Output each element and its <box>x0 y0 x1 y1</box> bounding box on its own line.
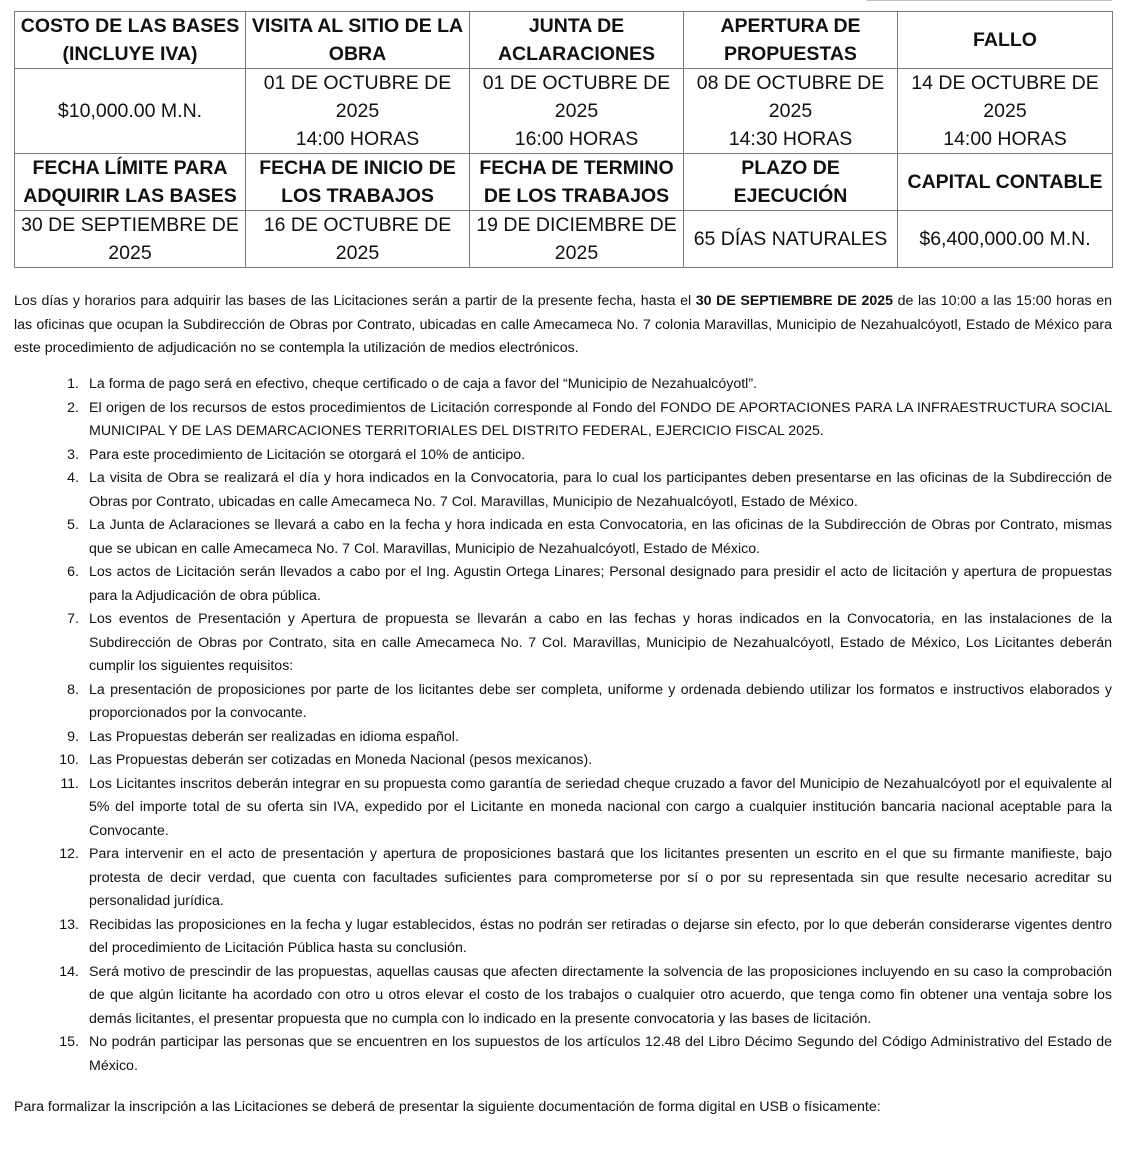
list-item-text: La presentación de proposiciones por parte de los licitantes debe ser completa, uniforme y ordenada debiendo utilizar los formatos e instructivos elaborados y proporcionados por la convocante. <box>89 681 1112 721</box>
list-item-text: La visita de Obra se realizará el día y hora indicados en la Convocatoria, para lo cual los participantes deben presentarse en las oficinas de la Subdirección de Obras por Contrato, ubicadas en calle Amecameca No. 7 Col. Maravillas, Municipio de Nezahualcóyotl, Estado de México. <box>89 470 1112 510</box>
value-apertura-propuestas <box>684 69 898 154</box>
list-item-text: Los eventos de Presentación y Apertura de propuesta se llevarán a cabo en las fechas y horas indicados en la Convocatoria, en las instalaciones de la Subdirección de Obras por Contrato, sita en calle Amecameca No. 7 Col. Maravillas, Municipio de Nezahualcóyotl, Estado de México, Los Licitantes deberán cumplir los siguientes requisitos: <box>89 611 1112 674</box>
header-costo-bases: COSTO DE LAS BASES (INCLUYE IVA) <box>15 12 246 69</box>
value-fecha-inicio: 16 DE OCTUBRE DE 2025 <box>246 211 470 268</box>
list-item <box>14 749 1112 773</box>
list-item-text: Las Propuestas deberán ser cotizadas en Moneda Nacional (pesos mexicanos). <box>89 752 593 768</box>
list-item-text: La Junta de Aclaraciones se llevará a cabo en la fecha y hora indicada en esta Convocatoria, en las oficinas de la Subdirección de Obras por Contrato, mismas que se ubican en calle Amecameca No. 7 Col. Maravillas, Municipio de Nezahualcóyotl, Estado de México. <box>89 517 1112 557</box>
header-capital-contable: CAPITAL CONTABLE <box>898 154 1113 211</box>
list-item-number: 12. <box>59 846 79 862</box>
value-line: 01 DE OCTUBRE DE <box>482 72 671 94</box>
value-costo-bases <box>15 69 246 154</box>
list-item-text: No podrán participar las personas que se encuentren en los supuestos de los artículos 12.48 del Libro Décimo Segundo del Código Administrativo del Estado de México. <box>89 1034 1112 1074</box>
list-item <box>14 561 1112 608</box>
table-row-values-2 <box>15 211 1113 268</box>
list-item <box>14 1031 1112 1078</box>
list-item <box>14 726 1112 750</box>
header-apertura-propuestas: APERTURA DE PROPUESTAS <box>684 12 898 69</box>
page-top-edge <box>866 0 1112 3</box>
list-item-number: 8. <box>67 681 79 698</box>
list-item <box>14 679 1112 726</box>
value-fallo <box>898 69 1113 154</box>
header-fallo: FALLO <box>898 12 1113 69</box>
closing-paragraph: Para formalizar la inscripción a las Licitaciones se deberá de presentar la siguiente documentación de forma digital en USB o físicamente: <box>14 1099 881 1115</box>
list-item-text: Las Propuestas deberán ser realizadas en idioma español. <box>89 728 459 745</box>
value-line: 2025 <box>768 100 813 122</box>
list-item-text: El origen de los recursos de estos procedimientos de Licitación corresponde al Fondo del FONDO DE APORTACIONES PARA LA INFRAESTRUCTURA SOCIAL MUNICIPAL Y DE LAS DEMARCACIONES TERRITORIALES DEL DISTRITO FEDERAL, EJERCICIO FISCAL 2025. <box>89 399 1112 439</box>
value-line: 2025 <box>554 100 599 122</box>
value-line: 14 DE OCTUBRE DE <box>911 72 1099 94</box>
list-item <box>14 914 1112 961</box>
list-item-text: Los Licitantes inscritos deberán integrar en su propuesta como garantía de seriedad cheque cruzado a favor del Municipio de Nezahualcóyotl por el equivalente al 5% del importe total de su oferta sin IVA, expedido por el Licitante en moneda nacional con cargo a cualquier institución bancaria nacional aceptable para la Convocante. <box>89 775 1112 839</box>
value-junta-aclaraciones <box>470 69 684 154</box>
value-fecha-termino: 19 DE DICIEMBRE DE 2025 <box>470 211 684 268</box>
header-fecha-limite: FECHA LÍMITE PARA ADQUIRIR LAS BASES <box>15 154 246 211</box>
value-line: 2025 <box>335 100 380 122</box>
list-item-number: 11. <box>60 775 79 792</box>
header-fecha-inicio: FECHA DE INICIO DE LOS TRABAJOS <box>246 154 470 211</box>
header-plazo-ejecucion: PLAZO DE EJECUCIÓN <box>684 154 898 211</box>
header-junta-aclaraciones: JUNTA DE ACLARACIONES <box>470 12 684 69</box>
intro-text-end: de las 10:00 a las 15:00 horas en las oficinas que ocupan la Subdirección de Obras por Contrato, ubicadas en calle Amecameca No. 7 colonia Maravillas, Municipio de Nezahualcóyotl, Estado de México para este procedimiento de adjudicación no se contempla la utilización de medios electrónicos. <box>14 293 1112 356</box>
list-item-number: 5. <box>67 517 79 533</box>
list-item-number: 7. <box>67 611 79 627</box>
list-item <box>14 773 1112 844</box>
value-line: $10,000.00 M.N. <box>57 100 203 122</box>
list-item-text: Para intervenir en el acto de presentación y apertura de proposiciones bastará que los licitantes presenten un escrito en el que su firmante manifieste, bajo protesta de decir verdad, que cuenta con facultades suficientes para comprometerse por sí o por su representada sin que resulte necesario acreditar su personalidad jurídica. <box>89 846 1112 909</box>
list-item-number: 10. <box>59 752 79 768</box>
table-row-header-1 <box>15 12 1113 69</box>
value-plazo-ejecucion: 65 DÍAS NATURALES <box>684 211 898 268</box>
value-line: 14:00 HORAS <box>943 128 1067 150</box>
header-fecha-termino: FECHA DE TERMINO DE LOS TRABAJOS <box>470 154 684 211</box>
list-item-text: Será motivo de prescindir de las propuestas, aquellas causas que afecten directamente la solvencia de las proposiciones incluyendo en su caso la comprobación de que algún licitante ha acordado con otro u otros elevar el costo de los trabajos o cualquier otro acuerdo, que tenga como fin obtener una ventaja sobre los demás licitantes, el presentar propuesta que no cumpla con lo indicado en la presente convocatoria y las bases de licitación. <box>89 963 1112 1027</box>
list-item-text: La forma de pago será en efectivo, cheque certificado o de caja a favor del “Municipio de Nezahualcóyotl”. <box>89 376 757 392</box>
header-visita-sitio: VISITA AL SITIO DE LA OBRA <box>246 12 470 69</box>
list-item-number: 6. <box>67 564 79 580</box>
list-item-text: Recibidas las proposiciones en la fecha y lugar establecidos, éstas no podrán ser retiradas o dejarse sin efecto, por lo que deberán considerarse vigentes dentro del procedimiento de Licitación Pública hasta su conclusión. <box>89 916 1112 956</box>
list-item-number: 1. <box>67 376 79 392</box>
list-item-number: 4. <box>67 470 79 486</box>
list-item-number: 2. <box>67 399 79 416</box>
list-item-text: Los actos de Licitación serán llevados a cabo por el Ing. Agustin Ortega Linares; Personal designado para presidir el acto de licitación y apertura de propuestas para la Adjudicación de obra pública. <box>89 564 1112 604</box>
list-item-number: 3. <box>67 446 79 463</box>
bidding-schedule-table <box>14 11 1113 268</box>
table-row-header-2 <box>15 154 1113 211</box>
value-line: 2025 <box>983 100 1027 122</box>
value-line: 01 DE OCTUBRE DE <box>263 72 452 94</box>
list-item-number: 15. <box>59 1034 79 1050</box>
list-item-number: 14. <box>59 963 79 980</box>
list-item <box>14 444 1112 468</box>
list-item <box>14 843 1112 914</box>
list-item <box>14 514 1112 561</box>
value-line: 14:30 HORAS <box>728 128 853 150</box>
value-line: 14:00 HORAS <box>295 128 420 150</box>
value-visita-sitio <box>246 69 470 154</box>
value-line: 08 DE OCTUBRE DE <box>696 72 885 94</box>
list-item-number: 9. <box>67 728 79 745</box>
table-row-values-1 <box>15 69 1113 154</box>
value-line: 16:00 HORAS <box>514 128 639 150</box>
list-item-number: 13. <box>59 916 79 933</box>
list-item <box>14 397 1112 444</box>
list-item <box>14 467 1112 514</box>
intro-deadline-date: 30 DE SEPTIEMBRE DE 2025 <box>695 293 894 309</box>
intro-paragraph <box>14 290 1112 361</box>
list-item <box>14 373 1112 397</box>
list-item <box>14 608 1112 679</box>
requirements-list <box>14 373 1112 1078</box>
intro-text-start: Los días y horarios para adquirir las bases de las Licitaciones serán a partir de la presente fecha, hasta el <box>14 293 696 309</box>
list-item <box>14 961 1112 1032</box>
list-item-text: Para este procedimiento de Licitación se otorgará el 10% de anticipo. <box>89 446 526 463</box>
value-fecha-limite: 30 DE SEPTIEMBRE DE 2025 <box>15 211 246 268</box>
value-capital-contable: $6,400,000.00 M.N. <box>898 211 1113 268</box>
